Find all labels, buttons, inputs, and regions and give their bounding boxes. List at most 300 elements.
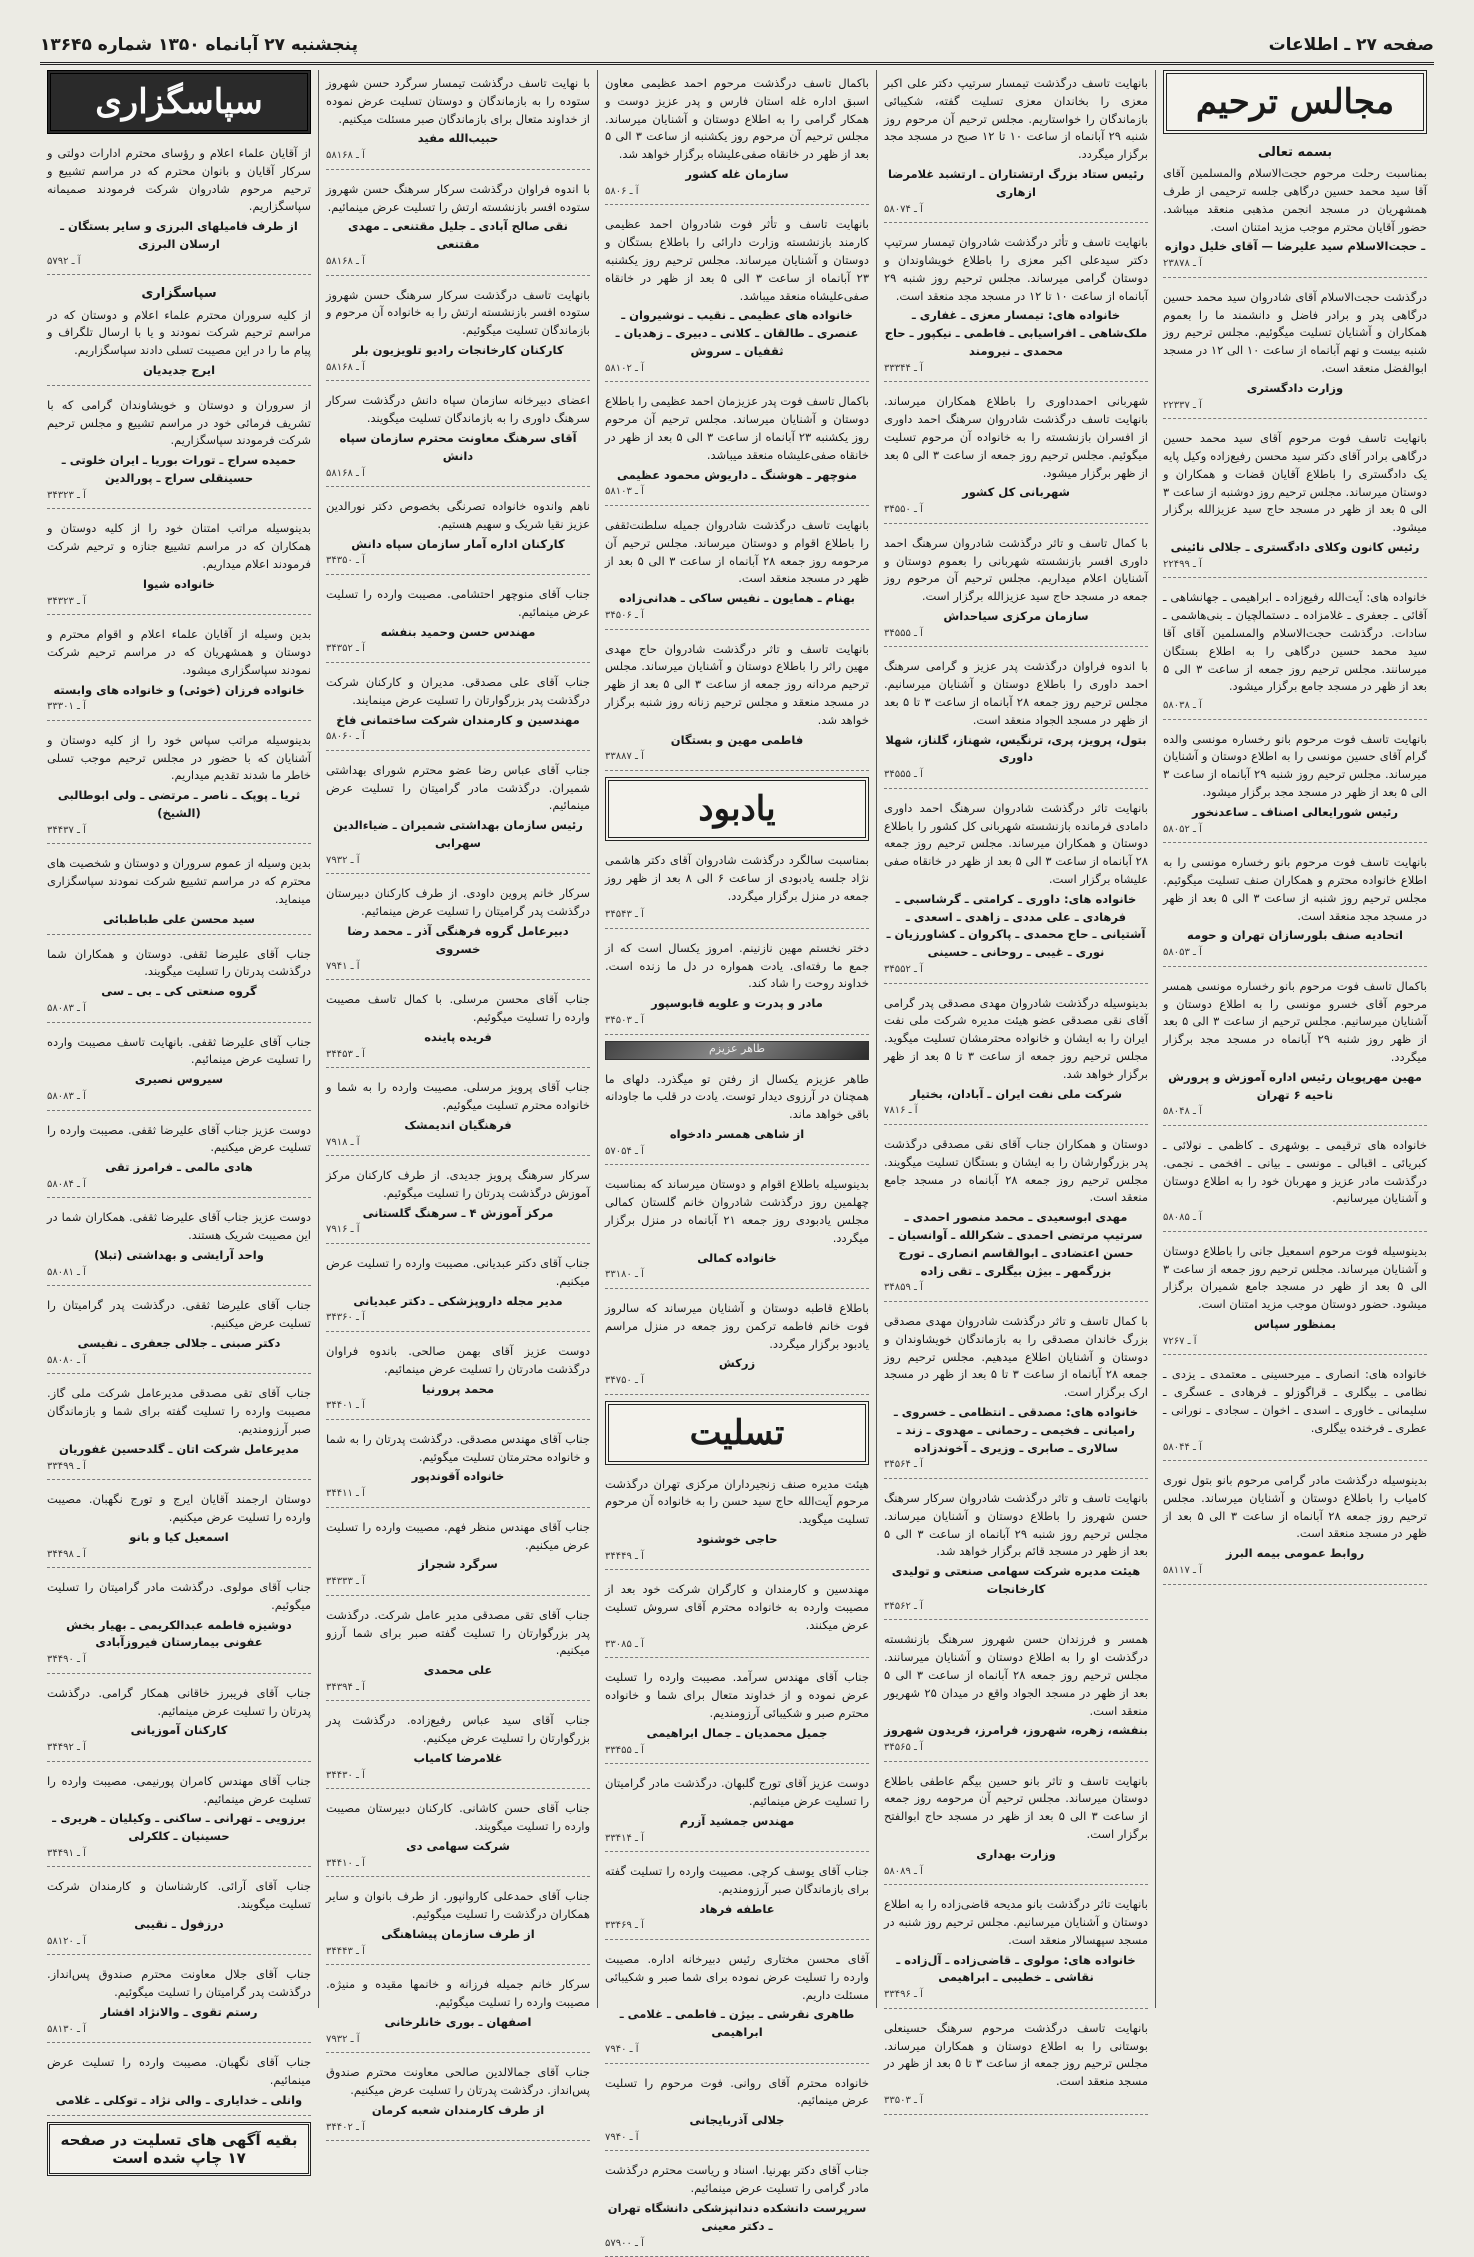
- notice: [1163, 584, 1427, 719]
- notice-code: آ ـ ۵۸۱۱۷: [1163, 1565, 1202, 1577]
- notice-body: اعضای دبیرخانه سازمان سپاه دانش درگذشت سرکار سرهنگ داوری را به بازماندگان تسلیت میگویند.: [326, 393, 590, 426]
- notice-code: آ ـ ۳۴۳۵۲: [326, 643, 365, 655]
- notice-code: آ ـ ۳۴۴۴۳: [326, 1945, 365, 1957]
- notice-body: با کمال تاسف و تاثر درگذشت شادروان مهدی مصدقی بزرگ خاندان مصدقی را به بازماندگان خویشاوندان و دوستان و آشنایان اطلاع میدهیم. مجلس ترحیم روز جمعه ۲۸ آبانماه از ساعت ۳ تا ۵ بعد از ظهر در مسجد ارک برگزار است.: [884, 1313, 1148, 1400]
- notice-signature: سرپرست دانشکده دندانپزشکی دانشگاه تهران ـ دکتر معینی: [607, 2201, 867, 2233]
- notice-body: جناب آقای فریبرز خاقانی همکار گرامی. درگذشت پدرتان را تسلیت عرض مینمائیم.: [47, 1685, 311, 1718]
- notice-signature: مرکز آموزش ۴ ـ سرهنگ گلستانی: [362, 1205, 554, 1220]
- notice-body: جناب آقای مهندس منظر فهم. مصیبت وارده را تسلیت عرض میکنیم.: [326, 1519, 590, 1552]
- notice-body: جناب آقای مولوی. درگذشت مادر گرامیتان را تسلیت میگوئیم.: [47, 1580, 311, 1612]
- notice-body: طاهر عزیزم یکسال از رفتن تو میگذرد. دلهای ما همچنان در آرزوی دیدار توست. یادت در قلب ما جاودانه باقی خواهد ماند.: [605, 1071, 869, 1122]
- notice-code: آ ـ ۵۸۱۶۸: [326, 256, 365, 267]
- notice-body: بانهایت تاثر درگذشت شادروان سرهنگ احمد داوری دامادی فرمانده بازنشسته شهربانی کل کشور را باطلاع دوستان و همکاران میرساند. مجلس ترحیم روز جمعه ۲۸ آبانماه از ساعت ۳ الی ۵ بعد از ظهر در خانقاه صفی علیشاه برگزار است.: [884, 800, 1148, 886]
- notice: [884, 388, 1148, 523]
- notice-signature: روابط عمومی بیمه البرز: [1225, 1546, 1365, 1561]
- notice: [326, 669, 590, 751]
- notice-signature: خانواده های: تیمسار معزی ـ غفاری ـ ملک‌شاهی ـ افراسیابی ـ فاطمی ـ نیکپور ـ حاج محمدی ـ نیرومند: [884, 308, 1148, 359]
- section-banner: سپاسگزاری: [47, 70, 311, 134]
- notice-body: جناب آقای مهندس کامران پورنیمی. مصیبت وارده را تسلیت عرض مینمائیم.: [47, 1773, 311, 1806]
- notice-signature: جمیل محمدیان ـ جمال ابراهیمی: [646, 1725, 828, 1740]
- notice-body: خانواده های: آیت‌الله رفیع‌زاده ـ ابراهیمی ـ جهانشاهی ـ آقائی ـ جعفری ـ غلامزاده ـ دستمالچیان ـ بنی‌هاشمی ـ سادات. درگذشت حجت‌الاسلام والمسلمین آقای آقا سید محمد حسین درگاهی را به اطلاع بستگان میرسانند. مجلس ترحیم روز جمعه از ساعت ۳ الی ۵ بعد از ظهر در مسجد جامع برگزار میشود.: [1163, 590, 1427, 694]
- notice-body: باکمال تاسف فوت مرحوم بانو رخساره مونسی همسر مرحوم آقای خسرو مونسی را به اطلاع دوستان و آشنایان میرسانیم. مجلس ترحیم از ساعت ۳ الی ۵ بعد از ظهر روز شنبه ۲۹ آبانماه در مسجد مجد برگزار میگردد.: [1163, 978, 1428, 1065]
- notice-signature: علی محمدی: [423, 1663, 493, 1678]
- notice-signature: اصفهان ـ بوری خانلرخانی: [384, 2014, 532, 2029]
- notice-code: آ ـ ۳۳۴۹۶: [884, 1989, 923, 2001]
- notice-code: آ ـ ۵۷۹۲: [47, 255, 81, 267]
- notice-body: جناب آقای نگهبان. مصیبت وارده را تسلیت عرض مینمائیم.: [47, 2055, 311, 2088]
- notice: [47, 281, 311, 385]
- notice-code: آ ـ ۳۴۵۵۵: [884, 769, 923, 781]
- notice-signature: واحد آرایشی و بهداشتی (تبلا): [94, 1248, 264, 1263]
- notice-signature: خانواده شیوا: [143, 576, 215, 591]
- notice: [605, 512, 869, 630]
- notice: [1163, 726, 1427, 844]
- notice-signature: حمیده سراج ـ تورات بوریا ـ ایران خلوتی ـ حسینقلی سراج ـ پورالدین: [61, 453, 297, 486]
- notice-code: آ ـ ۳۳۴۱۴: [605, 1832, 644, 1844]
- notice-signature: خانواده های عظیمی ـ نقیب ـ نوشیروان ـ عنصری ـ طالقان ـ کلانی ـ دبیری ـ زهدیان ـ ثقفیان ـ سروش: [615, 308, 859, 359]
- notice: [1163, 849, 1427, 967]
- notice-body: بدین وسیله از عموم سروران و دوستان و شخصیت های محترم که در مراسم تشییع شرکت نمودند سپاسگزاری مینماید.: [47, 856, 311, 907]
- notice-signature: خانواده آقوندپور: [411, 1469, 505, 1484]
- notice: [605, 1066, 869, 1166]
- notice-body: بدین وسیله از آقایان علماء اعلام و اقوام محترم و دوستان و همشهریان که در مراسم ترحیم شرکت نمودند سپاسگزاری میشود.: [47, 627, 311, 677]
- notice-signature: وانلی ـ خدایاری ـ والی نژاد ـ توکلی ـ غلامی: [55, 2092, 303, 2107]
- notice-code: آ ـ ۳۳۳۰۱: [47, 701, 86, 713]
- notice-code: آ ـ ۳۴۷۵۰: [605, 1375, 644, 1387]
- notice-code: آ ـ ۳۴۴۳۷: [47, 824, 86, 836]
- notice-code: آ ـ ۷۹۱۸: [326, 1136, 360, 1148]
- notice-signature: حبیب‌الله مفید: [417, 131, 499, 146]
- notice-body: باطلاع قاطبه دوستان و آشنایان میرساند که سالروز فوت خانم فاطمه ترکمن روز جمعه در منزل مراسم یادبود برگزار میگردد.: [605, 1300, 869, 1351]
- notice-body: دختر نخستم مهین نازنینم. امروز یکسال است که از جمع ما رفته‌ای. یادت همواره در دل ما زنده است. خداوند روحت را شاد کند.: [605, 940, 869, 991]
- notice-body: جناب آقای یوسف کرچی. مصیبت وارده را تسلیت گفته برای بازماندگان صبر آرزومندیم.: [605, 1864, 869, 1896]
- notice-code: آ ـ ۵۷۹۰۰: [605, 2237, 644, 2249]
- notice-code: آ ـ ۷۹۴۰: [605, 2044, 639, 2055]
- notice: [326, 1971, 590, 2053]
- notice: [1163, 1132, 1427, 1232]
- notice-signature: مدیرعامل شرکت اتان ـ گلدحسین غفوریان: [59, 1441, 299, 1456]
- notice-code: آ ـ ۵۸۰۳۸: [1163, 700, 1202, 712]
- notice-title: بسمه تعالی: [1257, 145, 1333, 160]
- notice-code: آ ـ ۳۴۴۰۱: [326, 1400, 365, 1412]
- notice-code: آ ـ ۷۹۳۲: [326, 854, 360, 866]
- notice: [47, 1486, 311, 1568]
- notice-body: با کمال تاسف و تاثر درگذشت شادروان سرهنگ احمد داوری افسر بازنشسته شهربانی را بعموم دوستان و آشنایان اعلام میداریم. مجلس ترحیم آن مرحوم روز جمعه در مسجد حاج سید عزیزالله برگزار است.: [884, 535, 1148, 604]
- notice: [605, 2157, 869, 2257]
- notice: [47, 1873, 311, 1955]
- notice-signature: آقای سرهنگ معاونت محترم سازمان سپاه دانش: [339, 430, 577, 463]
- notice: [326, 986, 590, 1068]
- notice-signature: فرهنگیان اندیمشک: [404, 1117, 512, 1132]
- notice-code: آ ـ ۵۸۱۶۸: [326, 150, 365, 162]
- notice: [605, 388, 869, 506]
- photo-caption: طاهر عزیزم: [708, 1041, 766, 1055]
- notice-signature: منوچهر ـ هوشنگ ـ داریوش محمود عظیمی: [616, 467, 858, 482]
- notice-code: آ ـ ۵۸۰۸۹: [884, 1865, 923, 1877]
- notice-signature: نقی صالح آبادی ـ جلیل مقتنعی ـ مهدی مقتنعی: [348, 219, 568, 252]
- notice-body: بانهایت تاثر درگذشت بانو مدیحه قاضی‌زاده را به اطلاع دوستان و آشنایان میرسانیم. مجلس ترحیم روز شنبه در مسجد سپهسالار منعقد است.: [884, 1897, 1148, 1947]
- notice-body: هیئت مدیره صنف زنجیرداران مرکزی تهران درگذشت مرحوم آیت‌الله حاج سید حسن را به خانواده آن مرحوم تسلیت میگوید.: [605, 1476, 869, 1527]
- notice-code: آ ـ ۳۴۴۴۹: [605, 1550, 644, 1562]
- notice-body: شهربانی احمدداوری را باطلاع همکاران میرساند. بانهایت تاسف درگذشت شادروان سرهنگ احمد داوری از افسران بازنشسته را به خانواده آن مرحوم تسلیت میگوئیم. مجلس ترحیم روز جمعه از ساعت ۳ الی ۵ بعد از ظهر برگزار میشود.: [884, 394, 1148, 480]
- notice-signature: عاطفه فرهاد: [699, 1901, 775, 1916]
- notice: [47, 140, 311, 275]
- notice-body: جناب آقای علیرضا ثقفی. دوستان و همکاران شما درگذشت پدرتان را تسلیت میگویند.: [47, 946, 311, 979]
- notice: [47, 392, 311, 510]
- notice-code: آ ـ ۳۴۵۰۳: [605, 1015, 644, 1027]
- notice: [605, 636, 869, 771]
- notice-body: ناهم واندوه خانواده تصرنگی بخصوص دکتر نورالدین عزیز نقیا شریک و سهیم هستیم.: [326, 499, 590, 531]
- notice-body: بانهایت تاسف درگذشت سرکار سرهنگ حسن شهروز ستوده افسر بازنشسته ارتش را به خانواده آن مرحوم و بازماندگان تسلیت میگوئیم.: [326, 287, 590, 338]
- notice-signature: شرکت ملی نفت ایران ـ آبادان، بختیار: [909, 1086, 1123, 1101]
- notice-signature: هیئت مدیره شرکت سهامی صنعتی و تولیدی کارخانجات: [891, 1564, 1141, 1596]
- notice-code: آ ـ ۳۴۳۶۰: [326, 1312, 365, 1324]
- notice: [1163, 1361, 1427, 1461]
- notice: [605, 1946, 869, 2064]
- notice-signature: کارکنان کارخانجات رادیو تلویزیون بلر: [352, 342, 564, 357]
- notice-body: از کلیه سروران محترم علماء اعلام و دوستان که در مراسم ترحیم شرکت نمودند و یا با ارسال تلگراف و پیام ما را در این مصیبت تسلی دادند سپاسگزاریم.: [47, 307, 311, 358]
- notice-code: آ ـ ۵۸۰۵۲: [1163, 823, 1202, 835]
- notice-body: خانواده محترم آقای روانی. فوت مرحوم را تسلیت عرض مینمائیم.: [605, 2075, 869, 2108]
- notice-code: آ ـ ۷۹۴۰: [605, 2131, 639, 2143]
- notice-signature: خانواده های: مولوی ـ قاضی‌زاده ـ آل‌زاده ـ نقاشی ـ خطیبی ـ ابراهیمی: [896, 1952, 1136, 1985]
- notice-body: بانهایت تاسف فوت مرحوم بانو رخساره مونسی والده گرام آقای حسین مونسی را به اطلاع دوستان و آشنایان میرساند. مجلس ترحیم روز شنبه ۲۹ آبانماه از ساعت ۳ الی ۵ بعد از ظهر در مسجد مجد برگزار میشود.: [1163, 731, 1427, 800]
- notice-signature: محمد پرورنیا: [421, 1381, 495, 1396]
- notice-code: آ ـ ۲۳۸۷۸: [1163, 258, 1202, 270]
- notice-signature: برزویی ـ تهرانی ـ ساکنی ـ وکیلیان ـ هریری ـ حسینیان ـ کلکرلی: [52, 1811, 306, 1844]
- notice-body: بانهایت تاسف و تاثر درگذشت شادروان سرکار سرهنگ حسن شهروز را باطلاع دوستان و آشنایان میرساند. مجلس ترحیم روز شنبه ۲۹ آبانماه از ساعت ۳ الی ۵ بعد از ظهر در مسجد قائم برگزار خواهد شد.: [884, 1490, 1148, 1559]
- notice-code: آ ـ ۳۴۴۳۰: [326, 1769, 365, 1781]
- notice: [884, 70, 1148, 223]
- notice-signature: مهدی ابوسعیدی ـ محمد منصور احمدی ـ سرتیپ مرتضی احمدی ـ شکرالله ـ آوانسیان ـ حسن اعتضادی ـ ابوالقاسم انصاری ـ تورج بزرگمهر ـ بیژن بیگلری ـ تقی زاده: [889, 1210, 1143, 1278]
- notice-signature: وزارت بهداری: [976, 1846, 1056, 1861]
- notice-code: آ ـ ۵۸۱۶۸: [326, 361, 365, 373]
- notice: [1163, 284, 1427, 419]
- notice: [47, 1292, 311, 1374]
- notice-signature: مدیر مجله داروپزشکی ـ دکتر عبدیانی: [353, 1293, 563, 1308]
- notice-signature: از طرف سازمان پیشاهنگی: [381, 1926, 535, 1941]
- notice-code: آ ـ ۵۸۰۸۵: [1163, 1212, 1202, 1224]
- notice: [326, 1602, 590, 1702]
- notice-code: آ ـ ۷۹۱۶: [326, 1224, 360, 1236]
- notice-body: بانهایت تاسف درگذشت تیمسار سرتیپ دکتر علی اکبر معزی را بخاندان معزی تسلیت گفته، شکیبائی بازماندگان را خواستاریم. مجلس ترحیم آن مرحوم روز شنبه ۲۹ آبانماه از ساعت ۱۰ تا ۱۲ صبح در مسجد مجد برگزار میگردد.: [884, 76, 1148, 162]
- portrait-photo: [605, 1041, 869, 1060]
- notice-code: آ ـ ۵۸۰۶: [605, 185, 639, 197]
- notice-signature: زرکش: [718, 1356, 756, 1371]
- notice-code: آ ـ ۳۴۴۵۳: [326, 1048, 365, 1060]
- notice-signature: درزفول ـ نقیبی: [134, 1917, 224, 1932]
- section-banner: تسلیت: [605, 1401, 869, 1465]
- issue-date: پنجشنبه ۲۷ آبانماه ۱۳۵۰ شماره ۱۳۶۴۵: [40, 35, 358, 55]
- notice-signature: گروه صنعتی کی ـ بی ـ سی: [101, 984, 257, 999]
- notice-code: آ ـ ۳۴۵۶۴: [884, 1459, 923, 1471]
- notice-body: جناب آقای مهندس مصدقی. درگذشت پدرتان را به شما و خانواده محترمتان تسلیت میگوئیم.: [326, 1431, 590, 1464]
- notice-signature: طاهری نقرشی ـ بیژن ـ فاطمی ـ غلامی ـ ابراهیمی: [619, 2007, 855, 2040]
- notice-code: آ ـ ۳۴۴۰۲: [326, 2121, 365, 2133]
- notice-body: جناب آقای جلال معاونت محترم صندوق پس‌انداز. درگذشت پدر گرامیتان را تسلیت میگوئیم.: [47, 1967, 311, 2000]
- section-banner: یادبود: [605, 777, 869, 841]
- notice-body: دوست عزیز آقای بهمن صالحی. باندوه فراوان درگذشت مادرتان را تسلیت عرض مینمائیم.: [326, 1343, 590, 1376]
- column: [876, 70, 1155, 2106]
- notice-body: از آقایان علماء اعلام و رؤسای محترم ادارات دولتی و سرکار آقایان و بانوان محترم که در مراسم تشییع و ترحیم مرحوم شادروان شرکت فرمودند صمیمانه سپاسگزاریم.: [47, 146, 311, 214]
- notice-code: آ ـ ۳۴۵۵۲: [884, 964, 923, 975]
- notice-signature: مهندس جمشید آزرم: [679, 1813, 795, 1828]
- notice: [47, 621, 311, 721]
- notice-code: آ ـ ۳۴۳۳۳: [326, 1576, 365, 1588]
- notice-body: بمناسبت رحلت مرحوم حجت‌الاسلام والمسلمین آقای آقا سید محمد حسین درگاهی جلسه ترحیمی از طرف همشهریان در مسجد انجمن مذهبی منعقد میباشد. حضور آقایان محترم موجب مزید امتنان است.: [1163, 166, 1427, 234]
- notice: [605, 935, 869, 1035]
- notice-body: بدینوسیله مراتب سپاس خود را از کلیه دوستان و آشنایان که با حضور در مجلس ترحیم موجب تسلی خاطر ما شدند تقدیم میداریم.: [47, 732, 311, 783]
- notice-body: باکمال تاسف درگذشت مرحوم احمد عظیمی معاون اسبق اداره غله استان فارس و پدر عزیز دوست و همکار گرامی را به اطلاع دوستان و آشنایان میرساند. مجلس ترحیم آن مرحوم روز یکشنبه از ساعت ۳ الی ۵ بعد از ظهر در خانقاه صفی‌علیشاه برگزار خواهد شد.: [605, 76, 869, 162]
- notice-code: آ ـ ۳۴۳۲۳: [47, 595, 86, 607]
- notice-body: جناب آقای علیرضا ثقفی. درگذشت پدر گرامیتان را تسلیت عرض میکنیم.: [47, 1298, 311, 1331]
- notice: [1163, 140, 1427, 278]
- notice-body: دوست عزیز آقای تورج گلبهان. درگذشت مادر گرامیتان را تسلیت عرض مینمائیم.: [605, 1776, 869, 1808]
- notice-body: جناب آقای دکتر بهرنیا. اسناد و ریاست محترم درگذشت مادر گرامی را تسلیت عرض مینمائیم.: [605, 2163, 869, 2196]
- notice-signature: فاطمی مهین و بستگان: [670, 732, 804, 747]
- notice-signature: دوشیزه فاطمه عبدالکریمی ـ بهیار بخش عفونی بیمارستان فیروزآبادی: [66, 1617, 292, 1650]
- notice: [326, 1338, 590, 1420]
- notice-body: با اندوه فراوان درگذشت پدر عزیز و گرامی سرهنگ احمد داوری را باطلاع دوستان و آشنایان میرسانیم. مجلس ترحیم روز جمعه ۲۸ آبانماه از ساعت ۳ تا ۵ بعد از ظهر در مسجد الجواد منعقد است.: [884, 659, 1148, 727]
- notice-code: آ ـ ۵۸۰۶۰: [326, 731, 365, 743]
- notice: [47, 1117, 311, 1199]
- notice: [326, 880, 590, 980]
- notice-code: آ ـ ۳۳۱۸۰: [605, 1269, 644, 1281]
- notice: [1163, 425, 1427, 578]
- notice: [605, 1664, 869, 1764]
- notice-signature: مهین مهرپویان رئیس اداره آموزش و پرورش ناحیه ۶ تهران: [1168, 1069, 1422, 1102]
- notice-body: جناب آقای علیرضا ثقفی. بانهایت تاسف مصیبت وارده را تسلیت عرض مینمائیم.: [47, 1034, 311, 1067]
- notice-code: آ ـ ۲۲۴۹۹: [1163, 558, 1202, 570]
- notice-code: آ ـ ۳۴۵۴۳: [605, 909, 644, 921]
- notice-code: آ ـ ۵۸۱۶۸: [326, 467, 365, 479]
- notice: [47, 1574, 311, 1674]
- notice: [1163, 1238, 1427, 1356]
- notice-body: آقای محسن مختاری رئیس دبیرخانه اداره. مصیبت وارده را تسلیت عرض نموده برای شما صبر و شکیبائی مسئلت داریم.: [605, 1951, 869, 2002]
- notice-signature: حاجی خوشنود: [696, 1532, 778, 1547]
- notice-signature: غلامرضا کامیاب: [413, 1751, 503, 1766]
- newspaper-columns: [40, 70, 1434, 2249]
- notice-code: آ ـ ۳۴۴۱۱: [326, 1488, 365, 1500]
- notice-code: آ ـ ۷۲۶۷: [1163, 1335, 1197, 1347]
- notice: [884, 1891, 1148, 2009]
- notice: [47, 941, 311, 1023]
- notice-body: دوست عزیز جناب آقای علیرضا ثقفی. مصیبت وارده را تسلیت عرض میکنیم.: [47, 1122, 311, 1155]
- notice-code: آ ـ ۵۸۰۸۰: [47, 1354, 86, 1366]
- notice-code: آ ـ ۳۴۴۹۲: [47, 1742, 86, 1754]
- notice-signature: خانواده فرزان (خوئی) و خانواده های وابسته: [53, 682, 305, 697]
- notice: [326, 1795, 590, 1877]
- notice-body: همسر و فرزندان حسن شهروز سرهنگ بازنشسته درگذشت او را به اطلاع دوستان و آشنایان میرسانند. مجلس ترحیم روز جمعه ۲۸ آبانماه از ساعت ۳ الی ۵ بعد از ظهر در مسجد الجواد واقع در میدان ۲۵ شهریور منعقد است.: [884, 1632, 1148, 1718]
- notice-code: آ ـ ۵۸۰۷۴: [884, 203, 923, 215]
- notice: [884, 1768, 1148, 1886]
- notice-body: بانهایت تاسف و تاثر درگذشت شادروان حاج مهدی مهین راثر را باطلاع دوستان و آشنایان میرساند. مجلس ترحیم مردانه روز جمعه از ساعت ۳ الی ۵ بعد از ظهر در مسجد منعقد و مجلس ترحیم زنانه روز شنبه برگزار خواهد شد.: [605, 641, 869, 727]
- notice: [605, 211, 869, 382]
- notice-code: آ ـ ۲۲۳۳۷: [1163, 399, 1202, 411]
- notice-code: آ ـ ۳۳۴۹۹: [47, 1460, 86, 1472]
- notice-code: آ ـ ۵۸۰۸۳: [47, 1091, 86, 1103]
- notice-body: بانهایت تاسف و تاثر بانو حسین بیگم عاطفی باطلاع دوستان میرساند. مجلس ترحیم آن مرحومه روز جمعه از ساعت ۳ الی ۵ بعد از ظهر در مسجد حاج ابوالفتح برگزار است.: [884, 1773, 1148, 1842]
- notice: [884, 1485, 1148, 1620]
- notice-code: آ ـ ۵۸۱۲۰: [47, 1935, 86, 1947]
- notice-body: جناب آقای سید عباس رفیع‌زاده. درگذشت پدر بزرگوارتان را تسلیت عرض میکنیم.: [326, 1713, 590, 1746]
- notice-code: آ ـ ۳۴۴۹۸: [47, 1548, 86, 1560]
- notice-code: آ ـ ۳۳۵۰۳: [884, 2095, 923, 2106]
- notice-signature: کارکنان اداره آمار سازمان سپاه دانش: [351, 536, 565, 551]
- notice-code: آ ـ ۵۸۰۵۳: [1163, 947, 1202, 959]
- notice: [326, 282, 590, 382]
- notice-signature: ایرج جدیدیان: [142, 362, 216, 377]
- notice-signature: رئیس ستاد بزرگ ارتشتاران ـ ارتشبد غلامرضا ازهاری: [887, 167, 1145, 199]
- notice-signature: رئیس کانون وکلای دادگستری ـ جلالی نائینی: [1170, 539, 1420, 554]
- notice: [47, 850, 311, 934]
- notice-body: از سروران و دوستان و خویشاوندان گرامی که با تشریف فرمائی خود در مراسم تشییع و مجلس ترحیم شرکت فرمودند سپاسگزاریم.: [47, 397, 311, 448]
- notice-code: آ ـ ۳۴۸۵۹: [884, 1282, 923, 1294]
- notice-body: خانواده های ترقیمی ـ بوشهری ـ کاظمی ـ نولائی ـ کبریائی ـ اقبالی ـ مونسی ـ بیانی ـ افخمی ـ نجمی. درگذشت مادر عزیز و مهربان خود را به اطلاع دوستان و آشنایان میرسانیم.: [1163, 1137, 1427, 1206]
- notice-body: جناب آقای منوچهر احتشامی. مصیبت وارده را تسلیت عرض مینمائیم.: [326, 586, 590, 619]
- notice: [884, 653, 1148, 788]
- notice-signature: رستم تقوی ـ والانژاد افشار: [100, 2005, 258, 2020]
- notice-code: آ ـ ۷۹۳۲: [326, 2033, 360, 2045]
- notice-code: آ ـ ۳۳۸۸۷: [605, 751, 644, 763]
- notice-body: جناب آقای محسن مرسلی. با کمال تاسف مصیبت وارده را تسلیت میگوئیم.: [326, 992, 590, 1024]
- notice-code: آ ـ ۳۴۵۶۵: [884, 1742, 923, 1754]
- notice-signature: کارکنان آموزیانی: [130, 1723, 228, 1738]
- notice-signature: مهندس حسن وحمید بنفشه: [380, 624, 536, 639]
- notice-body: درگذشت حجت‌الاسلام آقای شادروان سید محمد حسین درگاهی پدر و برادر فاضل و دانشمند ما را بعموم همکاران و آشنایان تسلیت میگوئیم. مجلس ترحیم روز شنبه بیست و نهم آبانماه از ساعت ۱۰ الی ۱۲ در مسجد ابوالفضل منعقد است.: [1163, 289, 1427, 375]
- notice-signature: خانواده کمالی: [697, 1250, 777, 1265]
- notice-signature: سازمان غله کشور: [685, 167, 789, 182]
- notice-code: آ ـ ۳۳۰۸۵: [605, 1638, 644, 1650]
- notice-body: دوست عزیز جناب آقای علیرضا ثقفی. همکاران شما در این مصیبت شریک هستند.: [47, 1210, 311, 1243]
- notice-body: جناب آقای آرائی. کارشناسان و کارمندان شرکت تسلیت میگویند.: [47, 1879, 311, 1912]
- notice: [884, 1131, 1148, 1302]
- notice-signature: مهندسین و کارمندان شرکت ساختمانی فاخ: [336, 712, 580, 727]
- notice: [326, 1514, 590, 1596]
- notice-signature: وزارت دادگستری: [1246, 380, 1344, 395]
- notice-code: آ ـ ۳۴۵۰۶: [605, 610, 644, 621]
- notice-code: آ ـ ۵۸۰۸۳: [47, 1003, 86, 1015]
- notice-body: جناب آقای تقی مصدقی مدیر عامل شرکت. درگذشت پدر بزرگوارتان را تسلیت گفته صبر برای شما آرزو میکنیم.: [326, 1607, 590, 1658]
- notice: [47, 1380, 311, 1480]
- notice-signature: جلالی آذربایجانی: [689, 2113, 785, 2128]
- notice-code: آ ـ ۵۸۰۸۱: [47, 1266, 86, 1278]
- notice-signature: دبیرعامل گروه فرهنگی آذر ـ محمد رضا خسروی: [347, 924, 569, 956]
- notice-signature: خانواده های: مصدقی ـ انتظامی ـ خسروی ـ رامیانی ـ فخیمی ـ رحمانی ـ مهدوی ـ زند ـ سالاری ـ صابری ـ وزیری ـ آخوندزاده: [893, 1404, 1139, 1455]
- notice-signature: بتول، پرویز، پری، ترنگیس، شهناز، گلناز، شهلا داوری: [885, 732, 1147, 765]
- notice: [884, 1626, 1148, 1761]
- notice: [47, 2049, 311, 2115]
- notice-signature: سیروس نصیری: [134, 1072, 224, 1087]
- notice-code: آ ـ ۳۳۳۴۴: [884, 362, 923, 374]
- notice-signature: دکتر صبنی ـ جلالی جعفری ـ نفیسی: [77, 1336, 281, 1351]
- notice: [326, 1162, 590, 1244]
- notice-body: بدینوسیله درگذشت مادر گرامی مرحوم بانو بتول نوری کامیاب را باطلاع دوستان و آشنایان میرساند. مجلس ترحیم روز جمعه ۲۸ آبانماه از ساعت ۳ الی ۵ بعد از ظهر در مسجد منعقد است.: [1163, 1473, 1427, 1541]
- notice-signature: شهربانی کل کشور: [962, 485, 1070, 500]
- notice-body: دوستان و همکاران جناب آقای نقی مصدقی درگذشت پدر بزرگوارشان را به ایشان و بستگان تسلیت میگویند. مجلس ترحیم روز جمعه ۲۸ آبانماه در مسجد جامع منعقد است.: [884, 1136, 1148, 1205]
- notice-code: آ ـ ۵۸۰۴۸: [1163, 1106, 1202, 1118]
- notice: [326, 1426, 590, 1508]
- notice-body: بانهایت تاسف و تأثر فوت شادروان احمد عظیمی کارمند بازنشسته وزارت دارائی را باطلاع بستگان و دوستان و آشنایان میرساند. مجلس ترحیم روز یکشنبه ۲۳ آبانماه از ساعت ۳ الی ۵ بعد از ظهر در خانقاه صفی‌علیشاه منعقد میباشد.: [605, 217, 869, 303]
- notice-signature: ثریا ـ پوپک ـ ناصر ـ مرتضی ـ ولی ابوطالبی (الشیخ): [57, 788, 301, 821]
- notice-signature: سازمان مرکزی سیاحداش: [943, 609, 1089, 623]
- notice: [884, 795, 1148, 984]
- notice-signature: رئیس شورایعالی اصناف ـ ساعدنخور: [1192, 804, 1398, 819]
- notice-code: آ ـ ۳۴۴۱۰: [326, 1857, 365, 1869]
- notice-code: آ ـ ۳۴۴۹۱: [47, 1847, 86, 1859]
- notice-body: بانهایت تاسف درگذشت شادروان جمیله سلطنت‌ثقفی را باطلاع اقوام و دوستان میرساند. مجلس ترحیم آن مرحومه روز جمعه ۲۸ آبانماه از ساعت ۳ الی ۵ بعد از ظهر در مسجد منعقد است.: [605, 517, 869, 586]
- notice: [326, 2059, 590, 2141]
- notice-body: جناب آقای دکتر عبدیانی. مصیبت وارده را تسلیت عرض میکنیم.: [326, 1255, 590, 1288]
- notice: [326, 176, 590, 276]
- notice-body: بدینوسیله باطلاع اقوام و دوستان میرساند که بمناسبت چهلمین روز درگذشت شادروان خانم گلستان کمالی مجلس یادبودی روز جمعه ۲۱ آبانماه در منزل برگزار میگردد.: [605, 1177, 869, 1245]
- notice: [326, 493, 590, 575]
- notice: [326, 1707, 590, 1789]
- notice: [605, 1471, 869, 1571]
- notice-body: باکمال تاسف فوت پدر عزیزمان احمد عظیمی را باطلاع دوستان و آشنایان میرساند. مجلس ترحیم آن مرحوم روز یکشنبه ۲۳ آبانماه از ساعت ۳ الی ۵ بعد از ظهر در خانقاه صفی‌علیشاه منعقد میباشد.: [605, 394, 869, 462]
- notice-signature: از طرف کارمندان شعبه کرمان: [371, 2102, 545, 2117]
- notice-code: آ ـ ۳۴۳۵۰: [326, 555, 365, 567]
- notice-code: آ ـ ۳۴۵۵۵: [884, 627, 923, 639]
- notice-code: آ ـ ۵۸۱۳۰: [47, 2023, 86, 2035]
- notice-body: سرکار خانم پروین داودی. از طرف کارکنان دبیرستان درگذشت پدر گرامیتان را تسلیت عرض مینمائیم.: [326, 886, 590, 919]
- notice-body: بانهایت تاسف و تأثر درگذشت شادروان تیمسار سرتیپ دکتر سیدعلی اکبر معزی را باطلاع خویشاوندان و دوستان گرامی میرساند. مجلس ترحیم روز شنبه ۲۹ آبانماه از ساعت ۱۰ تا ۱۲ در مسجد مجد منعقد است.: [884, 235, 1148, 303]
- notice: [326, 1883, 590, 1965]
- notice-signature: شرکت سهامی دی: [406, 1839, 510, 1853]
- notice: [326, 70, 590, 170]
- notice-code: آ ـ ۵۸۰۸۴: [47, 1178, 86, 1190]
- notice-signature: هادی مالمی ـ فرامرز تقی: [105, 1160, 253, 1175]
- notice-signature: اسمعیل کیا و بانو: [129, 1529, 229, 1544]
- notice: [605, 2070, 869, 2152]
- notice-code: آ ـ ۵۸۱۰۲: [605, 362, 644, 374]
- notice: [884, 530, 1148, 648]
- notice: [605, 1576, 869, 1658]
- notice-code: آ ـ ۳۴۳۹۴: [326, 1681, 365, 1693]
- notice-body: سرکار سرهنگ پرویز جدیدی. از طرف کارکنان مرکز آموزش درگذشت پدرتان را تسلیت میگوئیم.: [326, 1168, 590, 1200]
- notice-body: جناب آقای مهندس سرآمد. مصیبت وارده را تسلیت عرض نموده و از خداوند متعال برای شما و خانواده محترم صبر و شکیبائی آرزومندیم.: [605, 1670, 869, 1720]
- notice-title: سپاسگزاری: [141, 286, 217, 302]
- notice: [47, 1961, 311, 2043]
- notice-body: بانهایت تاسف فوت مرحوم بانو رخساره مونسی را به اطلاع خانواده محترم و همکاران صنف تسلیت میگوئیم. مجلس ترحیم روز شنبه از ساعت ۳ الی ۵ بعد از ظهر در مسجد مجد منعقد است.: [1163, 855, 1427, 923]
- notice-body: جناب آقای حسن کاشانی. کارکنان دبیرستان مصیبت وارده را تسلیت میگویند.: [326, 1801, 590, 1834]
- notice-signature: از شاهی همسر دادخواه: [669, 1127, 805, 1141]
- masthead: [40, 28, 1434, 65]
- notice: [605, 1770, 869, 1852]
- notice: [47, 1029, 311, 1111]
- notice: [47, 515, 311, 615]
- notice-signature: ـ حجت‌الاسلام سید علیرضا — آقای خلیل دوازه: [1164, 239, 1426, 254]
- notice-code: آ ـ ۵۷۰۵۴: [605, 1145, 644, 1157]
- notice: [605, 70, 869, 205]
- notice: [326, 1074, 590, 1156]
- notice-code: آ ـ ۷۹۴۱: [326, 960, 360, 972]
- notice-code: آ ـ ۳۳۴۵۵: [605, 1744, 644, 1756]
- column: [1155, 70, 1434, 2008]
- notice: [884, 1308, 1148, 1479]
- notice-signature: بنفشه، زهره، شهروز، فرامرز، فریدون شهروز: [884, 1723, 1148, 1738]
- notice-signature: سید محسن علی طباطبائی: [103, 911, 255, 926]
- notice: [326, 1250, 590, 1332]
- notice-body: جناب آقای علی مصدقی. مدیران و کارکنان شرکت درگذشت پدر بزرگوارتان را تسلیت عرض مینمایند.: [326, 674, 590, 707]
- notice-body: خانواده های: انصاری ـ میرحسینی ـ معتمدی ـ یزدی ـ نظامی ـ بیگلری ـ قراگوزلو ـ فرهادی ـ عسگری ـ سلیمانی ـ خاوری ـ اسدی ـ اخوان ـ سجادی ـ نورانی ـ عطری ـ فرخنده بیگلری.: [1163, 1367, 1427, 1435]
- notice-body: مهندسین و کارمندان و کارگران شرکت خود بعد از مصیبت وارده به خانواده محترم آقای سروش تسلیت عرض میکنند.: [605, 1582, 869, 1632]
- notice-code: آ ـ ۳۴۳۲۳: [47, 489, 86, 501]
- notice-body: دوستان ارجمند آقایان ایرج و تورج نگهبان. مصیبت وارده را تسلیت عرض میکنیم.: [47, 1492, 311, 1524]
- notice: [326, 757, 590, 875]
- notice-signature: فریده پاینده: [424, 1029, 492, 1044]
- section-banner: مجالس ترحیم: [1163, 70, 1427, 134]
